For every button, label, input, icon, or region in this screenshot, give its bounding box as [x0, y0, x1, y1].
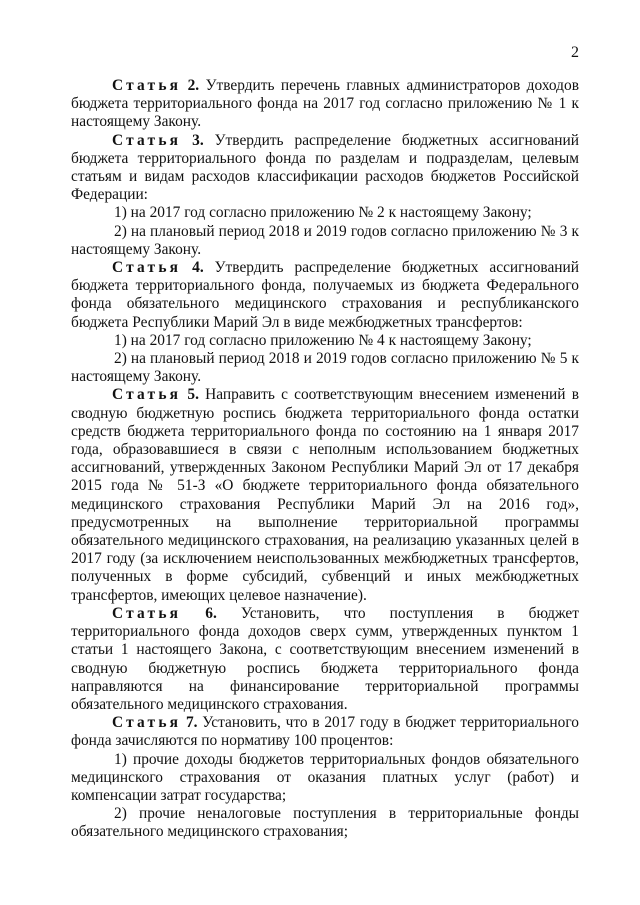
article-number: 6.: [205, 604, 217, 622]
article-3-item-2: 2) на плановый период 2018 и 2019 годов согласно приложению № 3 к настоящему Закону.: [71, 222, 579, 258]
article-3-item-1: 1) на 2017 год согласно приложению № 2 к настоящему Закону;: [114, 204, 532, 222]
article-number: 3.: [192, 131, 204, 149]
page-number: 2: [571, 44, 579, 61]
article-number: 2.: [187, 77, 200, 94]
article-2-paragraph: [71, 77, 579, 132]
article-7-item-1: 1) прочие доходы бюджетов территориальных фондов обязательного медицинского страхования от оказания платных услуг (работ) и компенсации затрат государства;: [71, 750, 579, 804]
article-label: Статья: [112, 77, 182, 94]
article-4-paragraph: [71, 259, 579, 332]
article-text: Утвердить перечень главных администраторов доходов бюджета территориального фонда на 2017 год согласно приложению № 1 к настоящему Закону.: [71, 77, 579, 131]
article-number: 5.: [187, 386, 199, 404]
article-text: Утвердить распределение бюджетных ассигнований бюджета территориального фонда по разделам и подразделам, целевым статьям и видам расходов классификации расходов бюджетов Российской Федерации:: [71, 131, 579, 204]
article-4-item-1: 1) на 2017 год согласно приложению № 4 к настоящему Закону;: [114, 331, 532, 349]
article-label: Статья: [112, 604, 182, 622]
article-text: Направить с соответствующим внесением изменений в сводную бюджетную роспись бюджета территориального фонда остатки средств бюджета территориального фонда по состоянию на 1 января 2017 года, образовавшиеся в связи с неполным использованием бюджетных ассигнований, утвержденных Законом Республики Марий Эл от 17 декабря 2015 года № 51-З «О бюджете территориального фонда обязательного медицинского страхования Республики Марий Эл на 2016 год», предусмотренных на выполнение территориальной программы обязательного медицинского страхования, на реализацию указанных целей в 2017 году (за исключением неиспользованных межбюджетных трансфертов, полученных в форме субсидий, субвенций и иных межбюджетных трансфертов, имеющих целевое назначение).: [71, 386, 579, 604]
article-number: 4.: [192, 259, 204, 277]
document-body: [71, 77, 579, 842]
article-label: Статья: [112, 386, 182, 404]
article-label: Статья: [112, 131, 182, 149]
article-text: Утвердить распределение бюджетных ассигнований бюджета территориального фонда, получаемых из бюджета Федерального фонда обязательного медицинского страхования и республиканского бюджета Республики Марий Эл в виде межбюджетных трансфертов:: [71, 259, 579, 331]
article-number: 7.: [185, 714, 198, 732]
article-3-paragraph: [71, 132, 579, 205]
article-4-item-2: 2) на плановый период 2018 и 2019 годов согласно приложению № 5 к настоящему Закону.: [71, 350, 579, 386]
article-7-paragraph: [71, 714, 579, 750]
article-text: Установить, что поступления в бюджет территориального фонда доходов сверх сумм, утвержденных пунктом 1 статьи 1 настоящего Закона, с соответствующим внесением изменений в сводную бюджетную роспись бюджета территориального фонда направляются на финансирование территориальной программы обязательного медицинского страхования.: [71, 604, 579, 713]
article-7-item-2: 2) прочие неналоговые поступления в территориальные фонды обязательного медицинского страхования;: [71, 805, 579, 841]
article-label: Статья: [112, 714, 182, 732]
article-label: Статья: [112, 259, 182, 277]
article-5-paragraph: [71, 386, 579, 604]
article-text: Установить, что в 2017 году в бюджет территориального фонда зачисляются по нормативу 100 процентов:: [71, 714, 579, 750]
article-6-paragraph: [71, 605, 579, 714]
